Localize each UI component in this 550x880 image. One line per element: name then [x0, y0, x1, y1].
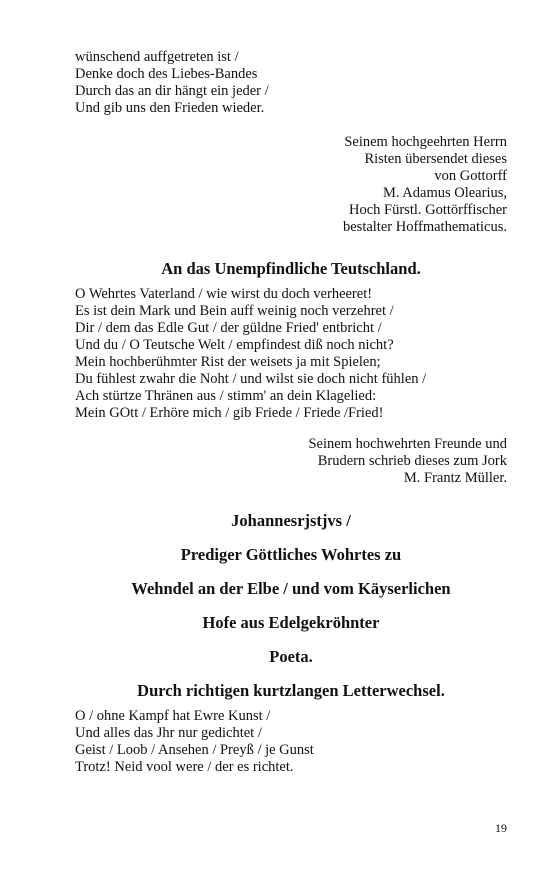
poem-title-text: An das Unempfindliche Teutschland. — [161, 259, 421, 278]
poem-line: Dir / dem das Edle Gut / der güldne Fried' entbricht / — [75, 320, 382, 336]
poem-line: Geist / Loob / Ansehen / Preyß / je Gunst — [75, 742, 314, 758]
heading-line: Wehndel an der Elbe / und vom Käyserlichen — [131, 579, 451, 598]
closing-stanza — [75, 708, 507, 776]
poem-line: Mein hochberühmter Rist der weisets ja mit Spielen; — [75, 354, 381, 370]
heading-line: Durch richtigen kurtzlangen Letterwechsel. — [137, 681, 445, 700]
dedication-line: Hoch Fürstl. Gottörffischer — [349, 202, 507, 218]
poem-line: Und alles das Jhr nur gedichtet / — [75, 725, 262, 741]
section-heading — [75, 511, 507, 531]
poem-line: O Wehrtes Vaterland / wie wirst du doch verheeret! — [75, 286, 373, 302]
poem-line: Du fühlest zwahr die Noht / und wilst sie doch nicht fühlen / — [75, 371, 427, 387]
intro-line: Und gib uns den Frieden wieder. — [75, 100, 265, 116]
heading-line: Hofe aus Edelgekröhnter — [202, 613, 380, 632]
heading-line: Prediger Göttliches Wohrtes zu — [180, 545, 402, 564]
dedication-line: M. Adamus Olearius, — [382, 185, 507, 201]
page-number: 19 — [495, 821, 507, 835]
dedication-line: bestalter Hoffmathematicus. — [342, 219, 507, 235]
dedication-line: M. Frantz Müller. — [403, 470, 507, 486]
dedication-line: Seinem hochgeehrten Herrn — [344, 134, 507, 150]
poem-line: O / ohne Kampf hat Ewre Kunst / — [75, 708, 271, 724]
dedication-line: Brudern schrieb dieses zum Jork — [317, 453, 507, 469]
intro-line: Denke doch des Liebes-Bandes — [75, 66, 258, 82]
heading-line: Johannesrjstjvs / — [231, 511, 351, 530]
dedication-line: von Gottorff — [434, 168, 507, 184]
intro-stanza — [75, 49, 507, 117]
section-heading — [75, 545, 507, 565]
section-heading — [75, 647, 507, 667]
poem-line: Und du / O Teutsche Welt / empfindest diß noch nicht? — [75, 337, 394, 353]
poem-title — [75, 259, 507, 279]
section-heading — [75, 613, 507, 633]
intro-line: Durch das an dir hängt ein jeder / — [75, 83, 269, 99]
dedication-line: Risten übersendet dieses — [364, 151, 507, 167]
poem-line: Mein GOtt / Erhöre mich / gib Friede / Friede /Fried! — [75, 405, 384, 421]
section-heading — [75, 579, 507, 599]
olearius-dedication — [75, 134, 507, 236]
poem-stanza — [75, 286, 507, 422]
section-heading — [75, 681, 507, 701]
intro-line: wünschend auffgetreten ist / — [75, 49, 239, 65]
poem-line: Es ist dein Mark und Bein auff weinig noch verzehret / — [75, 303, 394, 319]
mueller-dedication — [75, 436, 507, 487]
dedication-line: Seinem hochwehrten Freunde und — [308, 436, 507, 452]
poem-line: Ach stürtze Thränen aus / stimm' an dein Klagelied: — [75, 388, 377, 404]
poem-line: Trotz! Neid vool were / der es richtet. — [75, 759, 294, 775]
heading-line: Poeta. — [269, 647, 313, 666]
